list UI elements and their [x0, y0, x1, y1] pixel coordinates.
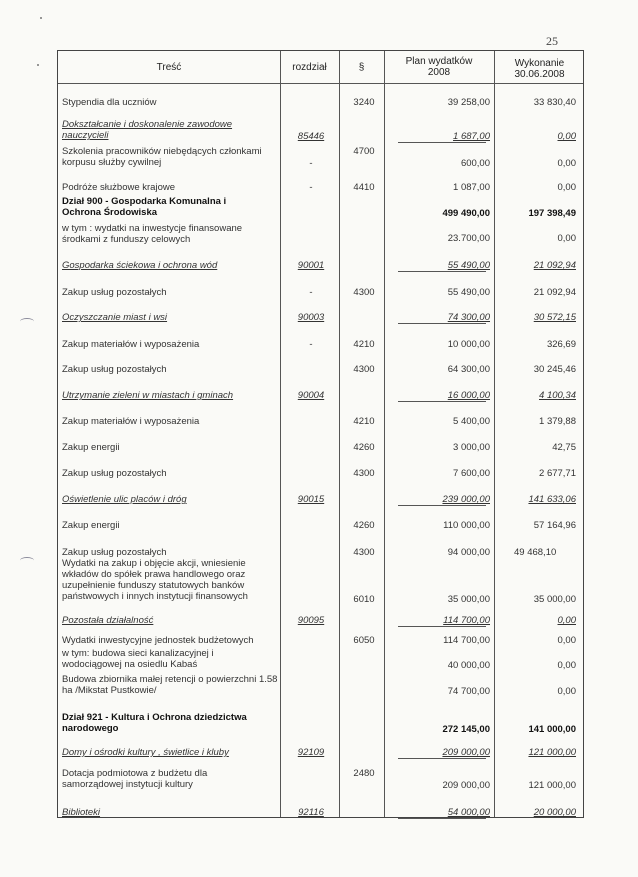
row-wykonanie: 141 633,06 [528, 494, 576, 505]
row-rozdzial: 90004 [297, 390, 325, 401]
row-description: Zakup materiałów i wyposażenia [62, 416, 200, 427]
row-paragraf: 3240 [353, 97, 375, 108]
row-wykonanie: 121 000,00 [528, 780, 576, 791]
row-description: Domy i ośrodki kultury , świetlice i kluby [62, 747, 229, 758]
row-paragraf: 2480 [353, 768, 375, 779]
row-plan: 5 400,00 [453, 416, 490, 427]
budget-table [57, 50, 584, 818]
row-description: Zakup usług pozostałych [62, 364, 167, 375]
plan-underline [398, 323, 486, 324]
row-wykonanie: 0,00 [557, 233, 576, 244]
row-paragraf: 4300 [353, 364, 375, 375]
header-paragraf: § [358, 61, 365, 73]
row-description: Biblioteki [62, 807, 101, 818]
row-rozdzial: 90015 [297, 494, 325, 505]
row-wykonanie: 20 000,00 [533, 807, 576, 818]
row-plan: 3 000,00 [453, 442, 490, 453]
row-paragraf: 4260 [353, 520, 375, 531]
row-description: Zakup energii [62, 442, 120, 453]
plan-underline [398, 505, 486, 506]
header-wykonanie: Wykonanie 30.06.2008 [514, 58, 565, 80]
row-plan: 40 000,00 [447, 660, 490, 671]
row-plan: 239 000,00 [442, 494, 490, 505]
row-rozdzial: 90095 [297, 615, 325, 626]
col-divider [384, 51, 385, 817]
row-wykonanie: 326,69 [546, 339, 576, 350]
row-description: Dział 900 - Gospodarka Komunalna i Ochrona Środowiska [62, 196, 227, 218]
row-paragraf: 4300 [353, 287, 375, 298]
row-plan: 114 700,00 [443, 615, 490, 626]
row-plan: 16 000,00 [447, 390, 490, 401]
row-description: Zakup energii [62, 520, 120, 531]
plan-underline [398, 758, 486, 759]
row-plan: 110 000,00 [443, 520, 490, 531]
row-wykonanie: 2 677,71 [539, 468, 576, 479]
plan-underline [398, 626, 486, 627]
row-plan: 1 087,00 [453, 182, 490, 193]
col-divider [339, 51, 340, 817]
row-wykonanie: 0,00 [557, 615, 576, 626]
row-description: Oświetlenie ulic placów i dróg [62, 494, 187, 505]
row-description: Stypendia dla uczniów [62, 97, 157, 108]
row-wykonanie: 0,00 [557, 182, 576, 193]
row-description: Dział 921 - Kultura i Ochrona dziedzictwa narodowego [62, 712, 247, 734]
row-paragraf: 6010 [353, 594, 375, 605]
row-description: Utrzymanie zieleni w miastach i gminach [62, 390, 234, 401]
page-number: 25 [546, 34, 558, 48]
row-description: Zakup materiałów i wyposażenia [62, 339, 200, 350]
row-wykonanie: 197 398,49 [528, 208, 576, 219]
plan-underline [398, 401, 486, 402]
row-paragraf: 4700 [353, 146, 375, 157]
header-rozdzial: rozdział [292, 61, 327, 73]
row-wykonanie: 4 100,34 [539, 390, 576, 401]
row-rozdzial: 92109 [297, 747, 325, 758]
row-description: Zakup usług pozostałych [62, 468, 167, 479]
row-plan: 23.700,00 [447, 233, 490, 244]
row-wykonanie: 0,00 [557, 158, 576, 169]
row-wykonanie: 0,00 [557, 131, 576, 142]
row-description: Szkolenia pracowników niebędących członkami korpusu służby cywilnej [62, 146, 262, 168]
row-rozdzial: - [309, 287, 313, 298]
row-wykonanie: 30 245,46 [533, 364, 576, 375]
row-description: Wydatki inwestycyjne jednostek budżetowych [62, 635, 254, 646]
row-wykonanie: 121 000,00 [528, 747, 576, 758]
row-description: Podróże służbowe krajowe [62, 182, 176, 193]
row-wykonanie: 21 092,94 [533, 260, 576, 271]
row-rozdzial: - [309, 182, 313, 193]
row-plan: 74 300,00 [447, 312, 490, 323]
row-plan: 1 687,00 [453, 131, 490, 142]
row-plan: 272 145,00 [442, 724, 490, 735]
row-description: Pozostała działalność [62, 615, 154, 626]
row-plan: 209 000,00 [442, 747, 490, 758]
plan-underline [398, 271, 486, 272]
row-description: Gospodarka ściekowa i ochrona wód [62, 260, 218, 271]
col-divider [494, 51, 495, 817]
row-wykonanie: 0,00 [557, 660, 576, 671]
row-rozdzial: - [309, 339, 313, 350]
row-rozdzial: 85446 [297, 131, 325, 142]
row-plan: 35 000,00 [447, 594, 490, 605]
row-wykonanie: 49 468,10 [514, 547, 557, 558]
row-wykonanie: 30 572,15 [533, 312, 576, 323]
row-plan: 74 700,00 [447, 686, 490, 697]
row-plan: 94 000,00 [447, 547, 490, 558]
row-paragraf: 4410 [353, 182, 375, 193]
margin-mark [20, 557, 34, 564]
row-paragraf: 6050 [353, 635, 375, 646]
row-plan: 600,00 [460, 158, 490, 169]
row-rozdzial: 90003 [297, 312, 325, 323]
row-wykonanie: 1 379,88 [539, 416, 576, 427]
row-description: Zakup usług pozostałych [62, 547, 167, 558]
header-plan: Plan wydatków 2008 [405, 56, 473, 78]
row-wykonanie: 33 830,40 [533, 97, 576, 108]
row-rozdzial: 92116 [298, 807, 324, 818]
row-paragraf: 4300 [353, 547, 375, 558]
row-description: Dokształcanie i doskonalenie zawodowe nauczycieli [62, 119, 233, 141]
row-plan: 7 600,00 [453, 468, 490, 479]
plan-underline [398, 142, 486, 143]
row-plan: 55 490,00 [447, 287, 490, 298]
row-description: Wydatki na zakup i objęcie akcji, wniesienie wkładów do spółek prawa handlowego oraz uzupełnienie funduszy statutowych banków państwowych i innych instytucji finansowych [62, 558, 248, 602]
row-description: Oczyszczanie miast i wsi [62, 312, 168, 323]
col-divider [280, 51, 281, 817]
row-wykonanie: 42,75 [552, 442, 576, 453]
row-plan: 64 300,00 [447, 364, 490, 375]
row-description: w tym: budowa sieci kanalizacyjnej i wodociągowej na osiedlu Kabaś [62, 648, 214, 670]
row-plan: 54 000,00 [447, 807, 490, 818]
row-plan: 209 000,00 [442, 780, 490, 791]
row-wykonanie: 35 000,00 [533, 594, 576, 605]
plan-underline [398, 818, 486, 819]
row-description: Budowa zbiornika małej retencji o powierzchni 1.58 ha /Mikstat Pustkowie/ [62, 674, 278, 696]
row-plan: 499 490,00 [442, 208, 490, 219]
row-plan: 114 700,00 [443, 635, 490, 646]
row-rozdzial: 90001 [297, 260, 325, 271]
scan-speck [40, 17, 42, 19]
row-wykonanie: 141 000,00 [528, 724, 576, 735]
row-wykonanie: 0,00 [557, 686, 576, 697]
row-description: Zakup usług pozostałych [62, 287, 167, 298]
row-description: Dotacja podmiotowa z budżetu dla samorządowej instytucji kultury [62, 768, 208, 790]
scan-speck [37, 64, 39, 66]
row-wykonanie: 21 092,94 [533, 287, 576, 298]
row-paragraf: 4210 [353, 339, 375, 350]
header-tresc: Treść [156, 61, 182, 73]
row-paragraf: 4260 [353, 442, 375, 453]
row-paragraf: 4210 [353, 416, 375, 427]
row-wykonanie: 57 164,96 [533, 520, 576, 531]
row-plan: 55 490,00 [447, 260, 490, 271]
row-wykonanie: 0,00 [557, 635, 576, 646]
row-description: w tym : wydatki na inwestycje finansowane środkami z funduszy celowych [62, 223, 243, 245]
margin-mark [20, 318, 34, 325]
row-paragraf: 4300 [353, 468, 375, 479]
row-rozdzial: - [309, 158, 313, 169]
row-plan: 39 258,00 [447, 97, 490, 108]
row-plan: 10 000,00 [447, 339, 490, 350]
